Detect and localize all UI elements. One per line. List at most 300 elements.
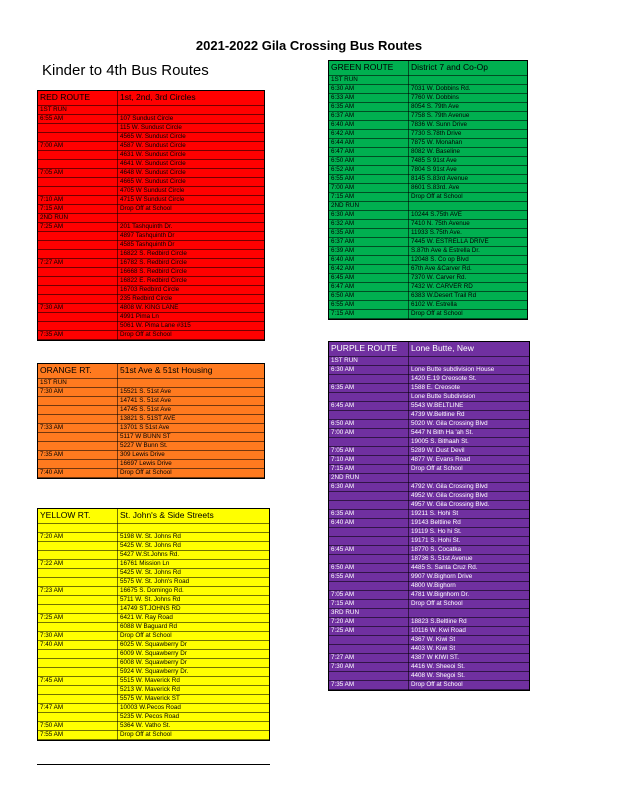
table-row (329, 563, 529, 572)
stop-address: 7031 W. Dobbins Rd. (409, 84, 528, 93)
stop-address: 4585 Tashquinth Dr (118, 240, 265, 249)
stop-time: 6:35 AM (329, 509, 409, 518)
stop-address: 8601 S.83rd. Ave (409, 183, 528, 192)
table-row (329, 210, 527, 219)
stop-time (38, 405, 118, 414)
stop-time (38, 577, 118, 586)
table-row (329, 147, 527, 156)
stop-time: 7:23 AM (38, 586, 118, 595)
stop-address: 16761 Mission Ln (118, 559, 270, 568)
table-row (38, 604, 269, 613)
table-row (38, 523, 269, 532)
stop-address: 4485 S. Santa Cruz Rd. (409, 563, 530, 572)
stop-time: 7:00 AM (329, 428, 409, 437)
stop-address: 6383 W.Desert Trail Rd (409, 291, 528, 300)
table-row (329, 455, 529, 464)
stop-address: 8082 W. Baseline (409, 147, 528, 156)
route-header-row (38, 91, 264, 105)
stop-address: 6421 W. Ray Road (118, 613, 270, 622)
table-row (38, 378, 264, 387)
stop-address: Drop Off at School (409, 192, 528, 201)
table-row (329, 671, 529, 680)
stop-time: 7:30 AM (38, 631, 118, 640)
stop-time: 6:50 AM (329, 563, 409, 572)
table-row (329, 428, 529, 437)
stop-address: 13701 S 51st Ave (118, 423, 265, 432)
stop-address: 4565 W. Sundust Circle (118, 132, 265, 141)
table-row (38, 559, 269, 568)
stop-address: 4792 W. Gila Crossing Blvd (409, 482, 530, 491)
stop-address: 5711 W. St. Johns Rd (118, 595, 270, 604)
stop-address: 4781 W.Bignhorn Dr. (409, 590, 530, 599)
table-row (329, 291, 527, 300)
stop-time (38, 123, 118, 132)
table-row (38, 640, 269, 649)
stop-time: 6:55 AM (329, 572, 409, 581)
stop-time: 7:15 AM (329, 309, 409, 318)
stop-address: Drop Off at School (118, 468, 265, 477)
stop-time: 7:30 AM (38, 303, 118, 312)
stop-time: 7:05 AM (38, 168, 118, 177)
route-name: YELLOW RT. (38, 509, 118, 523)
stop-address: 107 Sundust Circle (118, 114, 265, 123)
stop-address: 4367 W. Kiwi St (409, 635, 530, 644)
stop-address: 5117 W BUNN ST (118, 432, 265, 441)
table-row (329, 264, 527, 273)
stop-time: 3RD RUN (329, 608, 409, 617)
stop-time: 7:25 AM (38, 613, 118, 622)
stop-address: 7804 S 91st Ave (409, 165, 528, 174)
table-row (329, 156, 527, 165)
table-row (329, 446, 529, 455)
stop-address: 18736 S. 51st Avenue (409, 554, 530, 563)
stop-time: 7:50 AM (38, 721, 118, 730)
stop-time (329, 635, 409, 644)
stop-address: 4408 W. Shegoi St. (409, 671, 530, 680)
stop-time: 6:45 AM (329, 545, 409, 554)
route-name: ORANGE RT. (38, 364, 118, 378)
table-row (329, 84, 527, 93)
stop-time: 6:40 AM (329, 120, 409, 129)
stop-time: 7:10 AM (329, 455, 409, 464)
stop-time: 6:30 AM (329, 210, 409, 219)
stop-time: 7:10 AM (38, 195, 118, 204)
stop-address: 5515 W. Maverick Rd (118, 676, 270, 685)
stop-time: 7:00 AM (329, 183, 409, 192)
stop-address: 6025 W. Squawberry Dr (118, 640, 270, 649)
stop-address: Drop Off at School (118, 330, 265, 339)
table-row (38, 276, 264, 285)
stop-address: 4739 W.Beltline Rd (409, 410, 530, 419)
stop-time (329, 410, 409, 419)
stop-address: 7730 S.78th Drive (409, 129, 528, 138)
table-row (38, 694, 269, 703)
table-row (38, 631, 269, 640)
stop-time (38, 150, 118, 159)
table-row (329, 608, 529, 617)
stop-time: 6:42 AM (329, 264, 409, 273)
stop-time (329, 437, 409, 446)
table-row (329, 246, 527, 255)
stop-address: 4897 Tashquinth Dr (118, 231, 265, 240)
table-row (329, 554, 529, 563)
table-row (329, 680, 529, 689)
table-row (38, 123, 264, 132)
table-row (329, 111, 527, 120)
table-row (38, 622, 269, 631)
stop-address: 14745 S. 51st Ave (118, 405, 265, 414)
stop-address: 5061 W. Pima Lane #315 (118, 321, 265, 330)
yellow-route-table (37, 508, 270, 741)
red-route-grid (38, 91, 264, 340)
stop-time (38, 604, 118, 613)
table-row (329, 500, 529, 509)
stop-address: 7410 N. 75th Avenue (409, 219, 528, 228)
stop-address: 5020 W. Gila Crossing Blvd (409, 419, 530, 428)
stop-address: 7432 W. CARVER RD (409, 282, 528, 291)
stop-address: 4991 Pima Ln (118, 312, 265, 321)
table-row (329, 419, 529, 428)
route-description: 51st Ave & 51st Housing (118, 364, 265, 378)
stop-time: 1ST RUN (329, 356, 409, 365)
stop-time: 6:50 AM (329, 156, 409, 165)
stop-time: 2ND RUN (38, 213, 118, 222)
stop-address (409, 608, 530, 617)
stop-time (329, 527, 409, 536)
table-row (329, 410, 529, 419)
stop-address (409, 201, 528, 210)
table-row (38, 685, 269, 694)
table-row (329, 102, 527, 111)
stop-address: Lone Butte subdivision House (409, 365, 530, 374)
stop-time: 7:15 AM (329, 599, 409, 608)
stop-time (38, 312, 118, 321)
stop-time (38, 595, 118, 604)
stop-time (38, 459, 118, 468)
stop-time: 7:40 AM (38, 468, 118, 477)
stop-address: 5198 W. St. Johns Rd (118, 532, 270, 541)
table-row (38, 468, 264, 477)
stop-address: 4587 W. Sundust Circle (118, 141, 265, 150)
table-row (329, 201, 527, 210)
stop-address (118, 213, 265, 222)
table-row (38, 541, 269, 550)
stop-time: 7:20 AM (38, 532, 118, 541)
table-row (329, 93, 527, 102)
table-row (329, 165, 527, 174)
stop-time: 7:15 AM (38, 204, 118, 213)
stop-time (38, 622, 118, 631)
table-row (38, 186, 264, 195)
stop-address: 4877 W. Evans Road (409, 455, 530, 464)
table-row (329, 662, 529, 671)
stop-address: 4952 W. Gila Crossing Blvd (409, 491, 530, 500)
stop-time: 6:42 AM (329, 129, 409, 138)
page-title: 2021-2022 Gila Crossing Bus Routes (195, 38, 423, 53)
stop-time: 6:30 AM (329, 482, 409, 491)
table-row (329, 545, 529, 554)
green-route-table (328, 60, 528, 320)
stop-time: 7:35 AM (38, 450, 118, 459)
stop-time: 7:05 AM (329, 590, 409, 599)
table-row (329, 237, 527, 246)
table-row (38, 423, 264, 432)
stop-address: 9907 W.Bighorn Drive (409, 572, 530, 581)
stop-time: 6:35 AM (329, 383, 409, 392)
stop-time (38, 432, 118, 441)
table-row (329, 183, 527, 192)
table-row (329, 482, 529, 491)
table-row (329, 617, 529, 626)
table-row (329, 644, 529, 653)
stop-address: 19005 S. Bithaah St. (409, 437, 530, 446)
stop-time (38, 249, 118, 258)
stop-address: 16703 Redbird Circle (118, 285, 265, 294)
orange-route-grid (38, 364, 264, 478)
stop-time: 6:30 AM (329, 84, 409, 93)
stop-time (38, 285, 118, 294)
table-row (329, 219, 527, 228)
route-name: RED ROUTE (38, 91, 118, 105)
table-row (38, 258, 264, 267)
table-row (329, 509, 529, 518)
stop-time: 2ND RUN (329, 473, 409, 482)
table-row (329, 572, 529, 581)
stop-address: 5425 W. St. Johns Rd (118, 541, 270, 550)
stop-time: 6:44 AM (329, 138, 409, 147)
stop-address: 14741 S. 51st Ave (118, 396, 265, 405)
stop-address (118, 523, 270, 532)
stop-address: 10244 S.75th AVE (409, 210, 528, 219)
stop-address: 8145 S.83rd Avenue (409, 174, 528, 183)
stop-address: S.87th Ave & Estrella Dr. (409, 246, 528, 255)
stop-time: 1ST RUN (38, 378, 118, 387)
table-row (38, 441, 264, 450)
stop-address: 10003 W.Pecos Road (118, 703, 270, 712)
table-row (329, 536, 529, 545)
stop-address: 5575 W. St. John's Road (118, 577, 270, 586)
green-route-grid (329, 61, 527, 319)
stop-time (38, 414, 118, 423)
stop-time: 6:45 AM (329, 401, 409, 410)
table-row (38, 105, 264, 114)
table-row (329, 392, 529, 401)
stop-time (329, 581, 409, 590)
table-row (38, 231, 264, 240)
stop-time: 6:32 AM (329, 219, 409, 228)
stop-time: 6:30 AM (329, 365, 409, 374)
table-row (38, 249, 264, 258)
stop-address: 4705 W Sundust Circle (118, 186, 265, 195)
stop-address: Drop Off at School (409, 680, 530, 689)
route-header-row (329, 61, 527, 75)
table-row (329, 491, 529, 500)
stop-address: 6009 W. Squawberry Dr (118, 649, 270, 658)
table-row (38, 312, 264, 321)
stop-time: 7:20 AM (329, 617, 409, 626)
stop-address: 16822 E. Redbird Circle (118, 276, 265, 285)
stop-time (38, 132, 118, 141)
stop-address: 7836 W. Sunn Drive (409, 120, 528, 129)
route-name: GREEN ROUTE (329, 61, 409, 75)
stop-time: 7:27 AM (38, 258, 118, 267)
stop-time (38, 694, 118, 703)
table-row (329, 138, 527, 147)
table-row (38, 132, 264, 141)
stop-time: 7:45 AM (38, 676, 118, 685)
stop-address: 4387 W KIWI ST. (409, 653, 530, 662)
stop-time: 7:35 AM (38, 330, 118, 339)
stop-address: 6008 W. Squawberry Dr (118, 658, 270, 667)
route-description: St. John's & Side Streets (118, 509, 270, 523)
stop-time (329, 671, 409, 680)
stop-time: 1ST RUN (38, 105, 118, 114)
stop-address: 5543 W.BELTLINE (409, 401, 530, 410)
table-row (38, 568, 269, 577)
route-header-row (38, 509, 269, 523)
stop-time (38, 276, 118, 285)
stop-time: 7:55 AM (38, 730, 118, 739)
table-row (38, 213, 264, 222)
stop-time: 7:27 AM (329, 653, 409, 662)
stop-time: 6:55 AM (38, 114, 118, 123)
stop-address: 4641 W. Sundust Circle (118, 159, 265, 168)
stop-address (409, 356, 530, 365)
stop-address: 10116 W. Kwi Road (409, 626, 530, 635)
stop-address: 14749 ST.JOHNS RD (118, 604, 270, 613)
stop-time: 7:33 AM (38, 423, 118, 432)
stop-time: 6:47 AM (329, 147, 409, 156)
stop-time: 6:39 AM (329, 246, 409, 255)
table-row (329, 255, 527, 264)
stop-address: 19211 S. Hohi St (409, 509, 530, 518)
stop-time (329, 554, 409, 563)
stop-address: 16675 S. Domingo Rd. (118, 586, 270, 595)
table-row (38, 150, 264, 159)
stop-address: 5924 W. Squawberry Dr. (118, 667, 270, 676)
table-row (329, 590, 529, 599)
stop-time (38, 159, 118, 168)
stop-address: 16782 S. Redbird Circle (118, 258, 265, 267)
stop-time (38, 321, 118, 330)
stop-time: 6:50 AM (329, 419, 409, 428)
red-route-table (37, 90, 265, 341)
stop-address: 5364 W. Vatho St. (118, 721, 270, 730)
stop-address: 7758 S. 79th Avenue (409, 111, 528, 120)
stop-address: 6102 W. Estrella (409, 300, 528, 309)
stop-time: 2ND RUN (329, 201, 409, 210)
table-row (38, 267, 264, 276)
stop-time (38, 396, 118, 405)
stop-address (409, 473, 530, 482)
table-row (329, 282, 527, 291)
stop-address: Lone Butte Subdivision (409, 392, 530, 401)
stop-address: 18823 S.Beltline Rd (409, 617, 530, 626)
route-description: District 7 and Co-Op (409, 61, 528, 75)
route-name: PURPLE ROUTE (329, 342, 409, 356)
stop-address: 4631 W. Sundust Circle (118, 150, 265, 159)
purple-route-table (328, 341, 530, 691)
table-row (38, 613, 269, 622)
stop-address: 18770 S. Cocatka (409, 545, 530, 554)
stop-address (118, 378, 265, 387)
stop-address: Drop Off at School (118, 730, 270, 739)
stop-time (38, 523, 118, 532)
stop-address: 4648 W. Sundust Circle (118, 168, 265, 177)
stop-address: 8054 S. 79th Ave (409, 102, 528, 111)
stop-time: 7:30 AM (329, 662, 409, 671)
stop-address: 4800 W.Bighorn (409, 581, 530, 590)
table-row (38, 450, 264, 459)
table-row (329, 437, 529, 446)
orange-route-table (37, 363, 265, 479)
stop-time (38, 186, 118, 195)
stop-time: 6:37 AM (329, 237, 409, 246)
stop-time: 6:35 AM (329, 228, 409, 237)
stop-time: 6:52 AM (329, 165, 409, 174)
stop-time: 6:40 AM (329, 518, 409, 527)
stop-address: 5427 W.St.Johns Rd. (118, 550, 270, 559)
table-row (38, 730, 269, 739)
table-row (329, 129, 527, 138)
stop-time: 6:35 AM (329, 102, 409, 111)
stop-time: 6:47 AM (329, 282, 409, 291)
table-row (38, 676, 269, 685)
stop-address: 19143 Beltline Rd (409, 518, 530, 527)
stop-address: 7760 W. Dobbins (409, 93, 528, 102)
yellow-route-grid (38, 509, 269, 740)
table-row (329, 401, 529, 410)
table-row (329, 527, 529, 536)
stop-address: 4665 W. Sundust Circle (118, 177, 265, 186)
table-row (38, 658, 269, 667)
table-row (38, 721, 269, 730)
stop-address: 16668 S. Redbird Circle (118, 267, 265, 276)
stop-time: 6:33 AM (329, 93, 409, 102)
table-row (329, 518, 529, 527)
table-row (38, 387, 264, 396)
stop-address: 5235 W. Pecos Road (118, 712, 270, 721)
stop-address: 115 W. Sundust Circle (118, 123, 265, 132)
stop-address: 7445 W. ESTRELLA DRIVE (409, 237, 528, 246)
stop-address: Drop Off at School (118, 631, 270, 640)
table-row (38, 577, 269, 586)
stop-address: 4416 W. Sheeoi St. (409, 662, 530, 671)
stop-time: 6:37 AM (329, 111, 409, 120)
table-row (38, 303, 264, 312)
table-row (38, 204, 264, 213)
stop-address: 5289 W. Dust Devil (409, 446, 530, 455)
stop-time: 7:30 AM (38, 387, 118, 396)
stop-time: 6:50 AM (329, 291, 409, 300)
stop-time (329, 374, 409, 383)
table-row (38, 414, 264, 423)
stop-time (329, 491, 409, 500)
table-row (38, 432, 264, 441)
stop-address: 15521 S. 51st Ave (118, 387, 265, 396)
stop-time: 6:45 AM (329, 273, 409, 282)
table-row (38, 294, 264, 303)
stop-address: 7485 S 91st Ave (409, 156, 528, 165)
table-row (38, 667, 269, 676)
stop-address: 12048 S. Co op Blvd (409, 255, 528, 264)
table-row (38, 405, 264, 414)
stop-time (38, 568, 118, 577)
table-row (329, 383, 529, 392)
table-row (38, 222, 264, 231)
stop-address: 5227 W Bunn St. (118, 441, 265, 450)
stop-time: 7:15 AM (329, 192, 409, 201)
